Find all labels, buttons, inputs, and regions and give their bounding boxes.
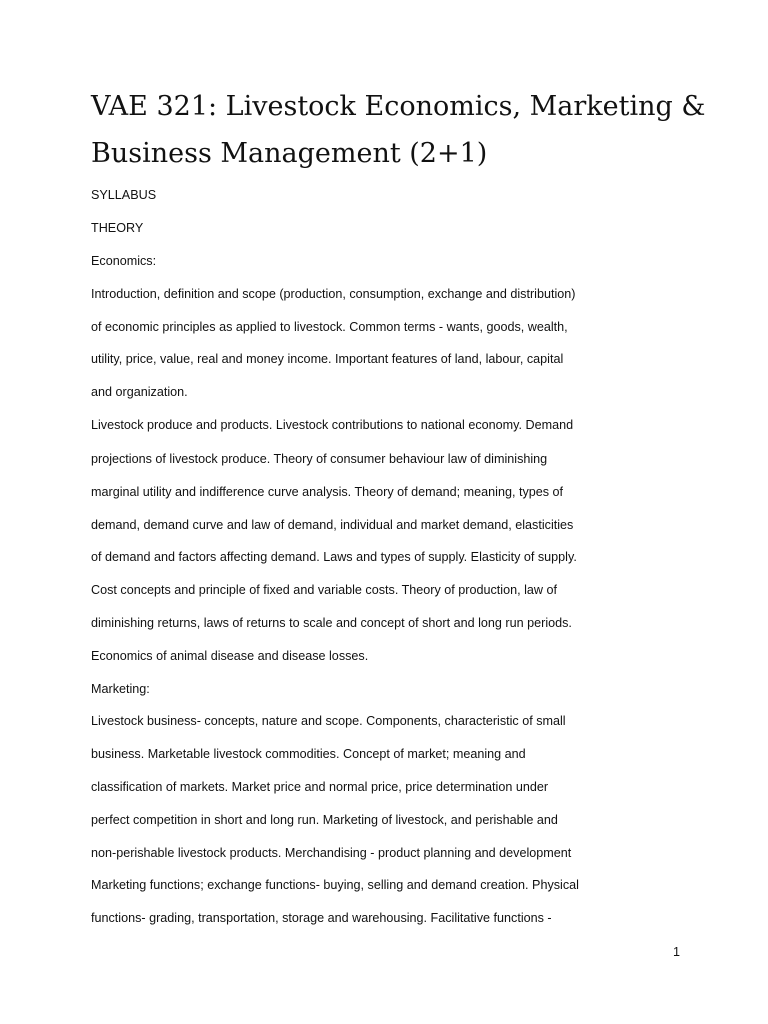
body-line: functions- grading, transportation, storage and warehousing. Facilitative functions - [91, 911, 552, 925]
body-line: Cost concepts and principle of fixed and variable costs. Theory of production, law of [91, 583, 557, 597]
body-line: perfect competition in short and long run. Marketing of livestock, and perishable and [91, 813, 558, 827]
document-title-line-1: VAE 321: Livestock Economics, Marketing & [91, 91, 706, 122]
body-line: diminishing returns, laws of returns to scale and concept of short and long run periods. [91, 616, 572, 630]
body-line: Livestock produce and products. Livestock contributions to national economy. Demand [91, 418, 574, 432]
document-title-line-2: Business Management (2+1) [91, 138, 488, 169]
body-line: utility, price, value, real and money income. Important features of land, labour, capital [91, 352, 564, 366]
body-line: marginal utility and indifference curve analysis. Theory of demand; meaning, types of [91, 485, 564, 499]
body-line: demand, demand curve and law of demand, individual and market demand, elasticities [91, 518, 574, 532]
section-heading-theory: THEORY [91, 221, 144, 235]
subheading-economics: Economics: [91, 254, 157, 268]
body-line: Marketing functions; exchange functions- buying, selling and demand creation. Physical [91, 878, 579, 892]
page-number: 1 [672, 945, 680, 959]
body-line: projections of livestock produce. Theory of consumer behaviour law of diminishing [91, 452, 548, 466]
body-line: of demand and factors affecting demand. Laws and types of supply. Elasticity of supply. [91, 550, 577, 564]
body-line: of economic principles as applied to livestock. Common terms - wants, goods, wealth, [91, 320, 568, 334]
body-line: and organization. [91, 385, 188, 399]
body-line: non-perishable livestock products. Merchandising - product planning and development [91, 846, 572, 860]
section-heading-syllabus: SYLLABUS [91, 188, 157, 202]
body-line: business. Marketable livestock commodities. Concept of market; meaning and [91, 747, 526, 761]
body-line: Economics of animal disease and disease losses. [91, 649, 369, 663]
body-line: Introduction, definition and scope (production, consumption, exchange and distribution) [91, 287, 576, 301]
body-line: Livestock business- concepts, nature and scope. Components, characteristic of small [91, 714, 566, 728]
subheading-marketing: Marketing: [91, 682, 150, 696]
body-line: classification of markets. Market price and normal price, price determination under [91, 780, 549, 794]
